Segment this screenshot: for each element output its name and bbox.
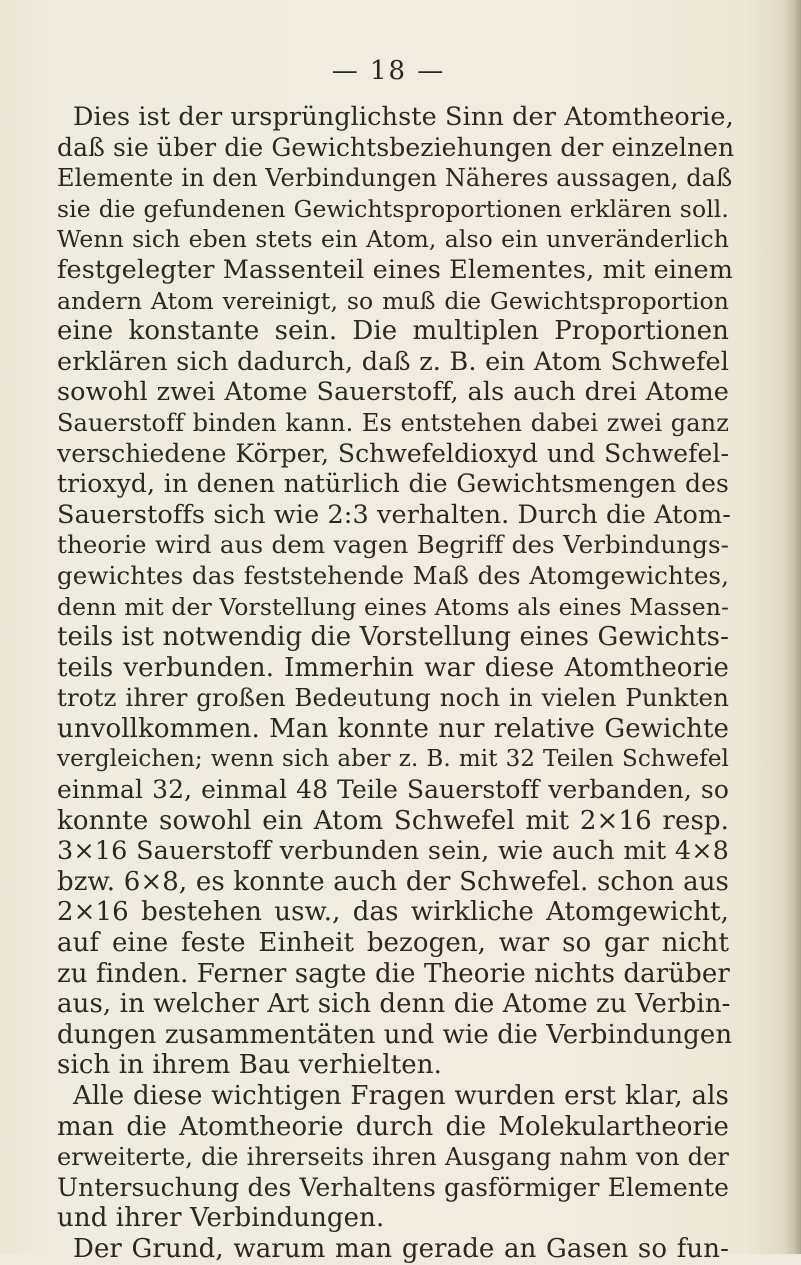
- text-line: zu finden. Ferner sagte die Theorie nichts darüber: [57, 958, 730, 989]
- text-line: 3×16 Sauerstoff verbunden sein, wie auch mit 4×8: [57, 836, 729, 867]
- text-line: trioxyd, in denen natürlich die Gewichtsmengen des: [57, 469, 729, 499]
- text-line: und ihrer Verbindungen.: [57, 1203, 385, 1234]
- text-line: erweiterte, die ihrerseits ihren Ausgang nahm von der: [57, 1143, 729, 1172]
- text-line: vergleichen; wenn sich aber z. B. mit 32 Teilen Schwefel: [57, 746, 729, 773]
- text-line: Wenn sich eben stets ein Atom, also ein unveränderlich: [57, 225, 729, 254]
- text-line: man die Atomtheorie durch die Molekulartheorie: [57, 1111, 729, 1142]
- text-line: bzw. 6×8, es konnte auch der Schwefel. schon aus: [57, 866, 729, 897]
- text-line: gewichtes das feststehende Maß des Atomgewichtes,: [57, 560, 729, 590]
- text-line: festgelegter Massenteil eines Elementes, mit einem: [57, 254, 734, 285]
- text-line: teils ist notwendig die Vorstellung eines Gewichts-: [57, 622, 729, 653]
- text-line: theorie wird aus dem vagen Begriff des Verbindungs-: [57, 530, 729, 560]
- paragraph-3: [57, 1234, 729, 1265]
- text-line: unvollkommen. Man konnte nur relative Gewichte: [57, 713, 729, 744]
- text-line: sich in ihrem Bau verhielten.: [57, 1050, 442, 1081]
- text-line: Dies ist der ursprünglichste Sinn der Atomtheorie,: [73, 102, 734, 132]
- text-line: dungen zusammentäten und wie die Verbindungen: [57, 1019, 733, 1050]
- text-line: teils verbunden. Immerhin war diese Atomtheorie: [57, 652, 729, 683]
- text-line: 2×16 bestehen usw., das wirkliche Atomgewicht,: [57, 897, 729, 928]
- text-line: eine konstante sein. Die multiplen Proportionen: [57, 316, 729, 347]
- text-line: sowohl zwei Atome Sauerstoff, als auch drei Atome: [57, 377, 729, 408]
- text-line: trotz ihrer großen Bedeutung noch in vielen Punkten: [57, 683, 729, 713]
- text-line: aus, in welcher Art sich denn die Atome zu Verbin-: [57, 989, 731, 1020]
- page-edge-shadow: [783, 0, 801, 1254]
- text-line: andern Atom vereinigt, so muß die Gewichtsproportion: [57, 286, 729, 315]
- paragraph-2: [57, 1081, 729, 1234]
- text-line: Der Grund, warum man gerade an Gasen so fun-: [73, 1233, 729, 1264]
- text-line: auf eine feste Einheit bezogen, war so gar nicht: [57, 928, 729, 959]
- text-line: Untersuchung des Verhaltens gasförmiger Elemente: [57, 1172, 729, 1202]
- text-line: einmal 32, einmal 48 Teile Sauerstoff verbanden, so: [57, 775, 729, 805]
- text-line: Elemente in den Verbindungen Näheres aussagen, daß: [57, 164, 733, 193]
- text-line: denn mit der Vorstellung eines Atoms als eines Massen-: [57, 592, 730, 621]
- text-line: Sauerstoff binden kann. Es entstehen dabei zwei ganz: [57, 408, 729, 437]
- body-text: [57, 102, 735, 1265]
- text-line: Alle diese wichtigen Fragen wurden erst klar, als: [73, 1081, 729, 1111]
- text-line: verschiedene Körper, Schwefeldioxyd und Schwefel-: [57, 438, 729, 468]
- text-line: sie die gefundenen Gewichtsproportionen erklären soll.: [57, 194, 729, 223]
- text-line: daß sie über die Gewichtsbeziehungen der einzelnen: [57, 132, 735, 162]
- text-line: erklären sich dadurch, daß z. B. ein Atom Schwefel: [57, 346, 729, 377]
- text-line: Sauerstoffs sich wie 2:3 verhalten. Durch die Atom-: [57, 499, 731, 530]
- paragraph-1: [57, 102, 735, 1081]
- text-line: konnte sowohl ein Atom Schwefel mit 2×16 resp.: [57, 805, 729, 836]
- page-number: — 18 —: [331, 56, 446, 86]
